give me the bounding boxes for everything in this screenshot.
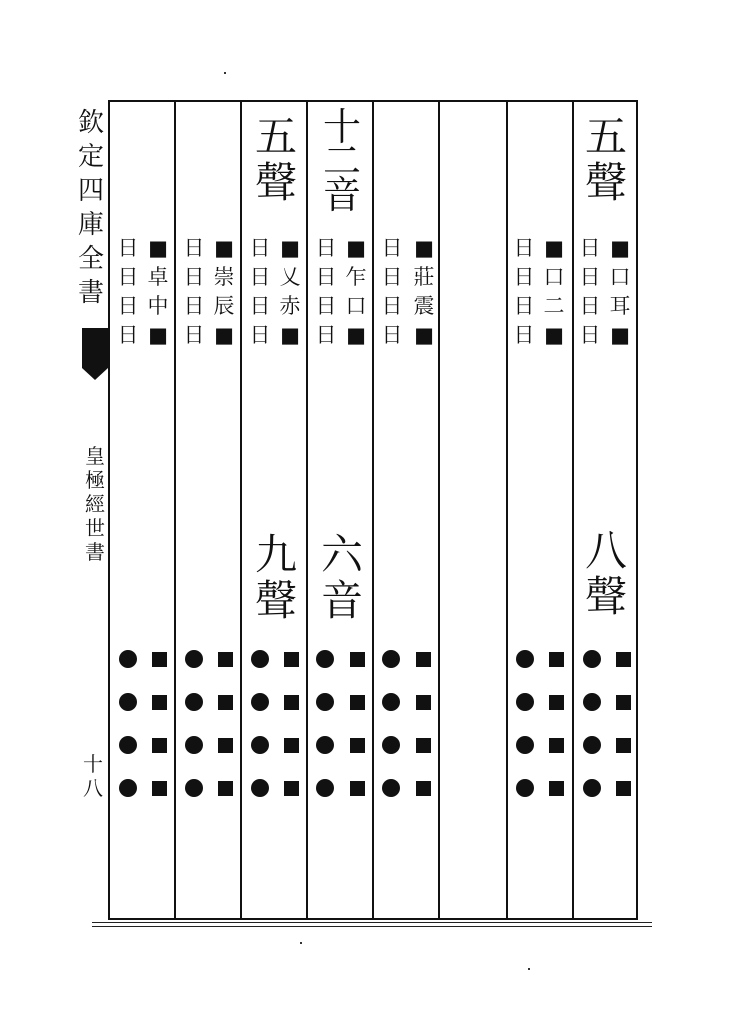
filled-circle-mark (316, 693, 334, 711)
filled-square-mark (616, 738, 631, 753)
filled-square-mark (152, 738, 167, 753)
filled-circle-mark (516, 693, 534, 711)
print-speck (300, 942, 302, 944)
filled-circle-mark (516, 650, 534, 668)
symbol-column (246, 650, 274, 822)
symbol-column (409, 650, 437, 822)
text-cell: 日 日 日 日 (183, 236, 205, 347)
filled-circle-mark (185, 650, 203, 668)
filled-square-mark (284, 781, 299, 796)
filled-circle-mark (382, 693, 400, 711)
heading-five-sounds: 五 聲 (254, 112, 297, 207)
filled-square-mark (284, 695, 299, 710)
margin-collection-title: 欽 定 四 庫 全 書 (77, 108, 104, 308)
filled-circle-mark (185, 736, 203, 754)
filled-square-mark (549, 652, 564, 667)
filled-circle-mark (119, 650, 137, 668)
text-cell: ■ 乂 赤 ■ (279, 236, 301, 347)
filled-circle-mark (382, 650, 400, 668)
filled-square-mark (218, 695, 233, 710)
bottom-rule (92, 922, 652, 927)
filled-circle-mark (583, 779, 601, 797)
filled-circle-mark (382, 736, 400, 754)
text-cell: ■ 口 二 ■ (543, 236, 565, 347)
filled-circle-mark (251, 650, 269, 668)
heading-nine-sounds: 九 聲 (254, 530, 297, 625)
symbol-column (343, 650, 371, 822)
filled-circle-mark (119, 693, 137, 711)
filled-square-mark (416, 781, 431, 796)
filled-circle-mark (316, 779, 334, 797)
filled-circle-mark (251, 693, 269, 711)
column-rule (240, 100, 242, 920)
text-cell: ■ 口 耳 ■ (609, 236, 631, 347)
filled-square-mark (350, 695, 365, 710)
filled-square-mark (350, 652, 365, 667)
filled-circle-mark (583, 736, 601, 754)
symbol-column (578, 650, 606, 822)
column-rule (506, 100, 508, 920)
symbol-column (114, 650, 142, 822)
column-rule (372, 100, 374, 920)
filled-circle-mark (185, 779, 203, 797)
filled-square-mark (416, 695, 431, 710)
filled-circle-mark (316, 736, 334, 754)
filled-square-mark (218, 738, 233, 753)
filled-square-mark (152, 652, 167, 667)
filled-circle-mark (516, 736, 534, 754)
text-cell: 日 日 日 日 (249, 236, 271, 347)
column-rule (306, 100, 308, 920)
column-rule (174, 100, 176, 920)
symbol-column (211, 650, 239, 822)
symbol-column (542, 650, 570, 822)
filled-square-mark (284, 738, 299, 753)
text-cell: 日 日 日 日 (381, 236, 403, 347)
filled-square-mark (284, 652, 299, 667)
symbol-column (511, 650, 539, 822)
heading-six-tones: 六 音 (320, 530, 363, 625)
symbol-column (277, 650, 305, 822)
filled-square-mark (218, 781, 233, 796)
text-cell: 日 日 日 日 (513, 236, 535, 347)
text-cell: 日 日 日 日 (117, 236, 139, 347)
symbol-column (311, 650, 339, 822)
filled-circle-mark (251, 779, 269, 797)
filled-circle-mark (119, 736, 137, 754)
column-rule (572, 100, 574, 920)
text-cell: ■ 莊 震 ■ (413, 236, 435, 347)
heading-eight-sounds: 八 聲 (584, 526, 627, 621)
filled-square-mark (616, 652, 631, 667)
filled-square-mark (350, 781, 365, 796)
filled-square-mark (549, 695, 564, 710)
filled-circle-mark (185, 693, 203, 711)
filled-circle-mark (251, 736, 269, 754)
filled-square-mark (350, 738, 365, 753)
filled-square-mark (616, 781, 631, 796)
text-cell: 日 日 日 日 (315, 236, 337, 347)
filled-square-mark (152, 781, 167, 796)
text-cell: ■ 崇 辰 ■ (213, 236, 235, 347)
symbol-column (609, 650, 637, 822)
symbol-column (377, 650, 405, 822)
filled-square-mark (416, 652, 431, 667)
print-speck (224, 72, 226, 74)
filled-circle-mark (583, 650, 601, 668)
symbol-column (145, 650, 173, 822)
heading-five-sounds: 五 聲 (584, 112, 627, 207)
column-rule (438, 100, 440, 920)
filled-square-mark (616, 695, 631, 710)
filled-square-mark (152, 695, 167, 710)
filled-square-mark (549, 738, 564, 753)
text-cell: ■ 卓 中 ■ (147, 236, 169, 347)
filled-square-mark (416, 738, 431, 753)
filled-square-mark (549, 781, 564, 796)
text-cell: 日 日 日 日 (579, 236, 601, 347)
filled-square-mark (218, 652, 233, 667)
filled-circle-mark (583, 693, 601, 711)
filled-circle-mark (516, 779, 534, 797)
filled-circle-mark (382, 779, 400, 797)
symbol-column (180, 650, 208, 822)
text-cell: ■ 乍 口 ■ (345, 236, 367, 347)
filled-circle-mark (119, 779, 137, 797)
filled-circle-mark (316, 650, 334, 668)
margin-page-number: 十 八 (83, 752, 103, 800)
heading-twelve-tones: 十 二 音 (322, 105, 361, 217)
margin-book-title: 皇 極 經 世 書 (85, 444, 105, 564)
print-speck (528, 968, 530, 970)
fishtail-mark (82, 328, 108, 368)
